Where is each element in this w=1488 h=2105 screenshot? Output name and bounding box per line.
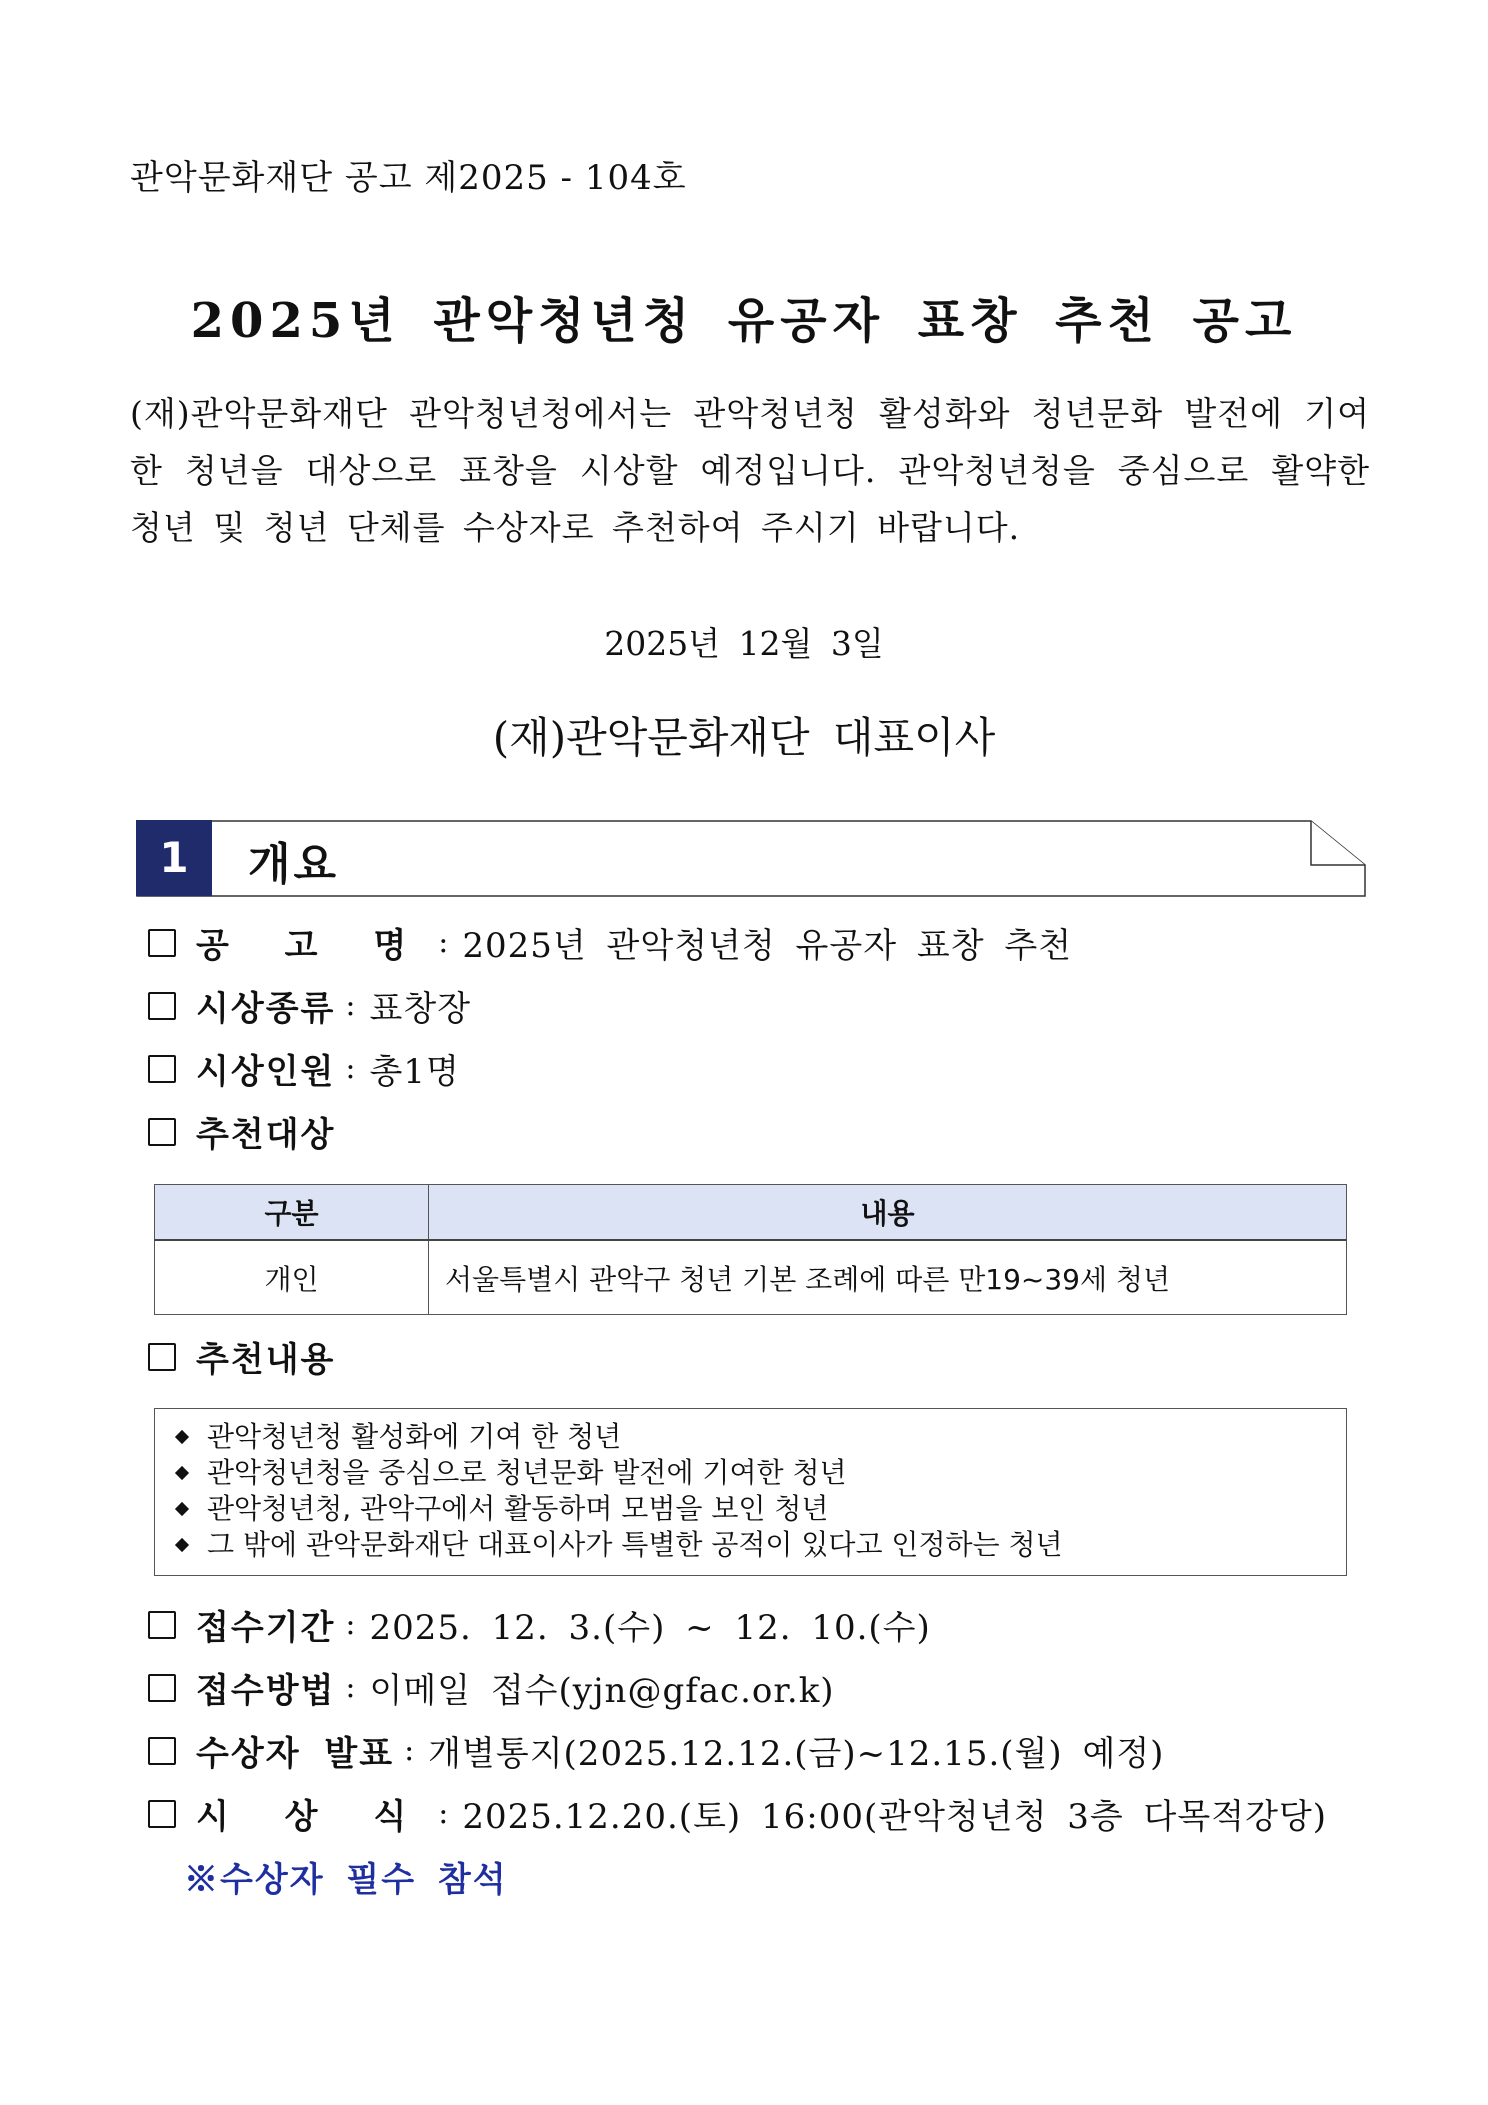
item-value: 이메일 접수(yjn@gfac.or.k) [369,1671,835,1711]
diamond-bullet-icon [175,1466,189,1480]
item-announce [148,1726,1164,1775]
item-label: 시상인원 [196,1052,336,1092]
list-item [169,1419,1346,1455]
list-item-text: 그 밖에 관악문화재단 대표이사가 특별한 공적이 있다고 인정하는 청년 [207,1528,1063,1561]
colon: : [345,1670,356,1705]
colon: : [345,1607,356,1642]
item-value: 표창장 [369,989,472,1029]
item-label: 수상자 발표 [196,1734,395,1774]
colon: : [345,1051,356,1086]
item-label: 추천내용 [196,1340,336,1380]
section-number: 1 [136,820,212,896]
table-cell: 개인 [155,1240,429,1315]
item-value: 2025. 12. 3.(수) ~ 12. 10.(수) [369,1608,931,1648]
table-row [155,1240,1347,1315]
intro-paragraph: (재)관악문화재단 관악청년청에서는 관악청년청 활성화와 청년문화 발전에 기여한 청년을 대상으로 표창을 시상할 예정입니다. 관악청년청을 중심으로 활약한 청년 및 청년 단체를 수상자로 추천하여 주시기 바랍니다. [130,394,1370,547]
checkbox-icon [148,1674,176,1702]
item-period [148,1600,931,1649]
checkbox-icon [148,1055,176,1083]
table-header-cell: 내용 [429,1185,1347,1241]
content-box [154,1408,1347,1576]
checkbox-icon [148,1737,176,1765]
item-value: 2025년 관악청년청 유공자 표창 추천 [462,926,1073,966]
list-item [169,1527,1346,1563]
item-target [148,1107,335,1156]
item-label: 접수방법 [196,1671,336,1711]
diamond-bullet-icon [175,1538,189,1552]
checkbox-icon [148,992,176,1020]
colon: : [438,1796,449,1831]
colon: : [404,1733,415,1768]
table-header-cell: 구분 [155,1185,429,1241]
section-title: 개요 [248,839,340,890]
checkbox-icon [148,929,176,957]
item-label: 접수기간 [196,1608,336,1648]
checkbox-icon [148,1343,176,1371]
list-item [169,1491,1346,1527]
item-award-type [148,981,471,1030]
item-label: 추천대상 [196,1115,336,1155]
colon: : [438,925,449,960]
item-label: 공 고 명 [196,926,429,966]
list-item-text: 관악청년청, 관악구에서 활동하며 모범을 보인 청년 [207,1492,829,1525]
notice-number: 관악문화재단 공고 제2025 - 104호 [130,158,687,198]
issuer: (재)관악문화재단 대표이사 [492,713,996,762]
target-table [154,1184,1347,1315]
item-method [148,1663,835,1712]
table-header-row [155,1185,1347,1241]
item-notice-name [148,918,1072,967]
checkbox-icon [148,1118,176,1146]
diamond-bullet-icon [175,1502,189,1516]
diamond-bullet-icon [175,1430,189,1444]
item-value: 총1명 [369,1052,460,1092]
item-label: 시 상 식 [196,1797,429,1837]
item-content [148,1332,335,1381]
table-cell: 서울특별시 관악구 청년 기본 조례에 따른 만19~39세 청년 [429,1240,1347,1315]
issue-date: 2025년 12월 3일 [604,624,884,663]
item-label: 시상종류 [196,989,336,1029]
list-item-text: 관악청년청 활성화에 기여 한 청년 [207,1420,622,1453]
list-item [169,1455,1346,1491]
checkbox-icon [148,1611,176,1639]
item-value: 개별통지(2025.12.12.(금)~12.15.(월) 예정) [428,1734,1165,1774]
item-ceremony [148,1789,1327,1838]
item-value: 2025.12.20.(토) 16:00(관악청년청 3층 다목적강당) [462,1797,1328,1837]
colon: : [345,988,356,1023]
list-item-text: 관악청년청을 중심으로 청년문화 발전에 기여한 청년 [207,1456,847,1489]
checkbox-icon [148,1800,176,1828]
page-title: 2025년 관악청년청 유공자 표창 추천 공고 [190,293,1298,349]
section-header [136,820,1367,894]
required-attendance-note: ※수상자 필수 참석 [184,1860,508,1900]
item-award-count [148,1044,460,1093]
